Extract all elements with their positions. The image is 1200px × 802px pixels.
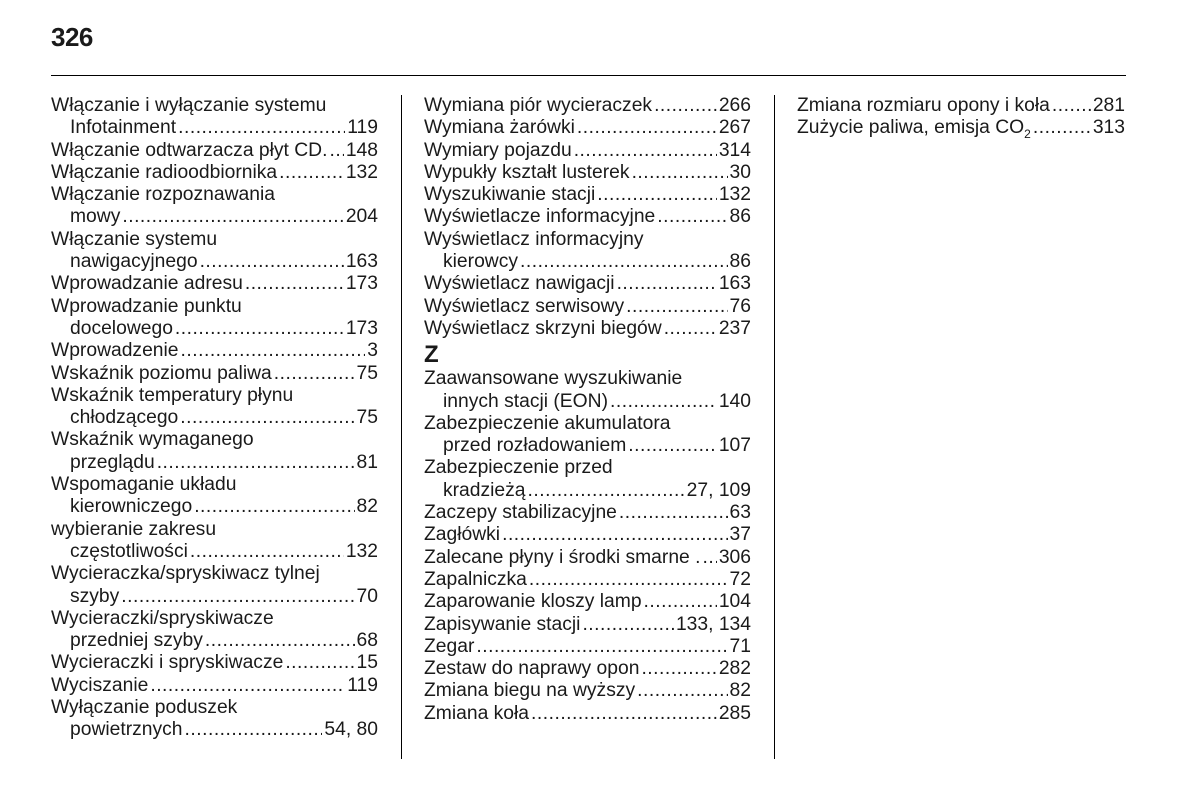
page-ref: 15 (356, 652, 378, 674)
index-entry (424, 680, 751, 702)
index-term: Wyłączanie poduszek (51, 697, 238, 719)
page-ref: 237 (718, 317, 751, 339)
index-entry-line (51, 363, 378, 385)
index-term-text: Zegar (424, 635, 475, 657)
index-entry-lead (424, 229, 751, 251)
index-entry-line (51, 206, 378, 228)
index-term (424, 117, 575, 139)
leader-dots (205, 630, 355, 652)
index-term-text: kierowniczego (70, 496, 193, 518)
index-entry-line (424, 251, 751, 273)
leader-dots (626, 296, 727, 318)
page-ref: 132 (345, 161, 378, 183)
leader-dots (200, 251, 344, 273)
index-term-text: Zużycie paliwa, emisja CO (797, 117, 1025, 139)
index-entry (51, 474, 378, 519)
index-term (424, 591, 642, 613)
page-ref: 54, 80 (324, 719, 378, 741)
index-entry (51, 184, 378, 229)
index-entry (424, 658, 751, 680)
index-term-text: Wprowadzenie (51, 340, 179, 362)
index-entry (51, 95, 378, 140)
index-entry (424, 184, 751, 206)
leader-dots (279, 162, 344, 184)
page-ref: 132 (718, 184, 751, 206)
index-entry-lead (424, 413, 751, 435)
index-term (424, 569, 527, 591)
leader-dots (654, 95, 717, 117)
index-entry (51, 385, 378, 430)
leader-dots (577, 117, 717, 139)
page-ref: 204 (345, 206, 378, 228)
index-term-text: Zestaw do naprawy opon (424, 658, 640, 680)
page-ref: 68 (356, 630, 378, 652)
index-entry-line (51, 586, 378, 608)
index-term: Włączanie rozpoznawania (51, 184, 275, 206)
index-term-text: Wyświetlacze informacyjne (424, 206, 656, 228)
index-term-text: Zaparowanie kloszy lamp (424, 591, 642, 613)
index-entry-line (51, 407, 378, 429)
index-term (424, 162, 630, 184)
index-term (424, 206, 655, 228)
index-entry (51, 273, 378, 295)
index-term (51, 340, 179, 362)
index-term (424, 658, 639, 680)
index-entry-line (51, 452, 378, 474)
index-term-text: Włączanie radioodbiornika (51, 161, 278, 183)
index-entry-line (424, 502, 751, 524)
leader-dots (1033, 117, 1091, 139)
leader-dots (657, 206, 727, 228)
index-entry-line (424, 636, 751, 658)
section-letter: Z (424, 341, 439, 369)
index-entry (424, 457, 751, 502)
index-entry (51, 563, 378, 608)
leader-dots (185, 719, 323, 741)
index-term-text: Zapisywanie stacji (424, 613, 581, 635)
index-term-text: przeglądu (70, 451, 155, 473)
leader-dots (529, 569, 728, 591)
index-entry-line (797, 117, 1125, 142)
index-entry (424, 636, 751, 658)
page-ref: 71 (729, 635, 751, 657)
page-ref: 37 (729, 524, 751, 546)
index-entry (424, 502, 751, 524)
index-entry-line (51, 496, 378, 518)
index-entry-lead (51, 697, 378, 719)
index-term-text: Włączanie odtwarzacza płyt CD. (51, 139, 328, 161)
leader-dots (194, 496, 354, 518)
index-entry (51, 140, 378, 162)
leader-dots (582, 614, 673, 636)
index-term: Zaawansowane wyszukiwanie (424, 368, 683, 390)
page-ref: 75 (356, 407, 378, 429)
index-term-text: powietrznych (70, 719, 183, 741)
index-entry-lead (51, 474, 378, 496)
index-entry-line (424, 658, 751, 680)
index-entry (424, 368, 751, 413)
index-entry-line (51, 652, 378, 674)
page-ref: 163 (345, 251, 378, 273)
leader-dots (157, 452, 355, 474)
index-term (424, 680, 635, 702)
index-term-text: Wymiana żarówki (424, 117, 575, 139)
index-term-text: Infotainment (70, 117, 177, 139)
index-term-text: Wskaźnik poziomu paliwa (51, 362, 272, 384)
index-column-2 (424, 95, 751, 725)
index-entry (51, 697, 378, 742)
index-term (424, 318, 662, 340)
index-entry (51, 652, 378, 674)
page-ref: 72 (729, 568, 751, 590)
index-entry (424, 95, 751, 117)
leader-dots (190, 541, 344, 563)
index-term-text: Zalecane płyny i środki smarne . (424, 546, 701, 568)
index-entry (424, 140, 751, 162)
index-entry-line (424, 524, 751, 546)
index-entry-line (51, 162, 378, 184)
page-ref: 266 (718, 95, 751, 116)
index-entry-lead (51, 608, 378, 630)
index-entry (424, 703, 751, 725)
index-term (424, 184, 595, 206)
leader-dots (619, 502, 728, 524)
index-entry (424, 117, 751, 139)
leader-dots (528, 480, 685, 502)
page-ref: 140 (718, 390, 751, 412)
page-ref: 282 (718, 658, 751, 680)
page-ref: 81 (356, 451, 378, 473)
leader-dots (617, 273, 717, 295)
index-term-text: Zmiana koła (424, 702, 530, 724)
index-term-text: Wyświetlacz serwisowy (424, 295, 625, 317)
index-entry (51, 296, 378, 341)
index-entry-line (424, 480, 751, 502)
index-entry-line (424, 206, 751, 228)
index-term (424, 547, 700, 569)
index-entry-line (51, 541, 378, 563)
leader-dots (476, 636, 727, 658)
index-term (70, 719, 183, 741)
index-term-text: docelowego (70, 317, 173, 339)
leader-dots (329, 140, 343, 162)
page-ref: 30 (729, 161, 751, 183)
leader-dots (574, 140, 717, 162)
page-ref: 104 (718, 591, 751, 613)
page-ref: 3 (367, 340, 378, 362)
column-divider (401, 95, 402, 759)
index-term-text: Wprowadzanie adresu (51, 273, 243, 295)
index-term (70, 251, 198, 273)
index-entry-lead (51, 184, 378, 206)
index-term-text: częstotliwości (70, 540, 188, 562)
index-entry-line (424, 703, 751, 725)
index-term: Wyświetlacz informacyjny (424, 228, 644, 250)
index-entry-line (424, 162, 751, 184)
index-term (70, 206, 120, 228)
index-entry-line (424, 296, 751, 318)
index-term: Wycieraczka/spryskiwacz tylnej (51, 563, 320, 585)
index-entry-line (424, 140, 751, 162)
page-ref: 63 (729, 502, 751, 524)
index-entry (424, 591, 751, 613)
index-term: Wycieraczki/spryskiwacze (51, 607, 274, 629)
index-entry (51, 363, 378, 385)
index-term (443, 251, 518, 273)
header-rule (51, 75, 1126, 76)
index-column-1 (51, 95, 378, 742)
index-entry (424, 296, 751, 318)
index-entry-line (51, 117, 378, 139)
page-ref: 163 (718, 273, 751, 295)
index-term-text: Zapalniczka (424, 568, 527, 590)
leader-dots (628, 435, 717, 457)
leader-dots (597, 184, 717, 206)
index-term-text: Wyciszanie (51, 674, 149, 696)
index-entry (424, 547, 751, 569)
index-term (443, 435, 626, 457)
index-entry-line (424, 184, 751, 206)
index-term: Wskaźnik wymaganego (51, 429, 254, 451)
index-entry-line (424, 273, 751, 295)
index-term-text: Wyświetlacz nawigacji (424, 273, 615, 295)
index-term-text: Wymiana piór wycieraczek (424, 95, 653, 116)
index-term-text: Wyświetlacz skrzyni biegów (424, 317, 662, 339)
index-term (70, 452, 155, 474)
index-entry (424, 614, 751, 636)
leader-dots (1052, 95, 1091, 117)
leader-dots (637, 680, 727, 702)
index-term (51, 675, 148, 697)
page-ref: 86 (729, 251, 751, 273)
index-term (424, 296, 624, 318)
index-term (424, 703, 529, 725)
index-term-text: mowy (70, 206, 121, 228)
index-entry (51, 229, 378, 274)
index-term: Zabezpieczenie przed (424, 457, 613, 479)
index-entry (424, 413, 751, 458)
index-term-text: kierowcy (443, 251, 518, 273)
index-term (70, 407, 178, 429)
index-entry-line (51, 719, 378, 741)
index-term (797, 95, 1050, 117)
index-entry-line (424, 95, 751, 117)
index-term-subscript: 2 (1024, 127, 1031, 142)
index-term (797, 117, 1031, 142)
index-entry-lead (51, 296, 378, 318)
index-entry (51, 340, 378, 362)
leader-dots (122, 206, 343, 228)
index-entry-line (51, 630, 378, 652)
index-entry-line (424, 591, 751, 613)
index-term-text: przed rozładowaniem (443, 435, 627, 457)
index-entry (51, 519, 378, 564)
page-ref: 281 (1092, 95, 1125, 116)
page-ref: 285 (718, 702, 751, 724)
index-term-text: Wypukły kształt lusterek (424, 161, 630, 183)
index-term (443, 391, 608, 413)
index-entry-line (51, 340, 378, 362)
leader-dots (531, 703, 717, 725)
index-entry (797, 95, 1125, 117)
leader-dots (181, 340, 366, 362)
page-ref: 76 (729, 295, 751, 317)
index-entry-line (51, 140, 378, 162)
index-term (70, 117, 176, 139)
page-ref: 314 (718, 139, 751, 161)
page-ref: 107 (718, 435, 751, 457)
index-entry (51, 162, 378, 184)
index-entry (424, 318, 751, 340)
index-entry-lead (424, 368, 751, 390)
index-term (70, 496, 192, 518)
page-ref: 313 (1092, 117, 1125, 139)
page-ref: 75 (356, 362, 378, 384)
index-term-text: szyby (70, 585, 120, 607)
index-term (424, 95, 652, 117)
page-ref: 173 (345, 273, 378, 295)
index-column-3 (797, 95, 1125, 140)
index-entry (797, 117, 1125, 142)
index-term (70, 541, 188, 563)
index-entry-line (51, 318, 378, 340)
index-term-text: innych stacji (EON) (443, 390, 609, 412)
leader-dots (664, 318, 717, 340)
page-ref: 148 (345, 139, 378, 161)
page-ref: 86 (729, 206, 751, 228)
index-entry (424, 524, 751, 546)
index-term: Zabezpieczenie akumulatora (424, 412, 671, 434)
index-term (424, 273, 615, 295)
index-term: Włączanie i wyłączanie systemu (51, 95, 327, 116)
column-divider (774, 95, 775, 759)
leader-dots (285, 652, 354, 674)
leader-dots (644, 591, 717, 613)
index-term-text: Zaczepy stabilizacyjne (424, 502, 617, 524)
index-entry-line (424, 680, 751, 702)
leader-dots (150, 675, 345, 697)
index-entry-line (424, 117, 751, 139)
leader-dots (274, 363, 355, 385)
index-term (51, 140, 327, 162)
index-entry (51, 608, 378, 653)
index-term: Wskaźnik temperatury płynu (51, 384, 294, 406)
page-ref: 82 (356, 496, 378, 518)
page-ref: 267 (718, 117, 751, 139)
index-term: Wprowadzanie punktu (51, 295, 242, 317)
index-entry-line (424, 614, 751, 636)
index-entry-lead (51, 519, 378, 541)
index-entry (424, 229, 751, 274)
leader-dots (520, 251, 728, 273)
index-entry-line (51, 273, 378, 295)
index-entry-lead (51, 385, 378, 407)
leader-dots (180, 407, 354, 429)
index-entry (51, 675, 378, 697)
index-entry-line (424, 569, 751, 591)
index-entry (424, 162, 751, 184)
index-entry-lead (51, 229, 378, 251)
page-number: 326 (51, 22, 93, 52)
index-term-text: chłodzącego (70, 407, 179, 429)
index-term-text: Zagłówki (424, 524, 501, 546)
index-term (51, 652, 283, 674)
index-term (70, 586, 119, 608)
index-term (70, 630, 203, 652)
index-term (424, 524, 500, 546)
leader-dots (175, 318, 344, 340)
index-term (424, 502, 617, 524)
index-entry (424, 273, 751, 295)
index-term (51, 363, 272, 385)
page-ref: 173 (345, 317, 378, 339)
index-entry-line (424, 435, 751, 457)
page-ref: 132 (345, 540, 378, 562)
index-entry (51, 429, 378, 474)
page-ref: 119 (347, 674, 378, 696)
index-entry-lead (51, 429, 378, 451)
index-term (443, 480, 526, 502)
index-term (51, 162, 277, 184)
index-term: Wspomaganie układu (51, 474, 237, 496)
index-entry-line (424, 318, 751, 340)
leader-dots (245, 273, 344, 295)
index-term-text: nawigacyjnego (70, 251, 198, 273)
index-term: wybieranie zakresu (51, 518, 217, 540)
leader-dots (121, 586, 354, 608)
index-term-text: Wyszukiwanie stacji (424, 184, 596, 206)
index-term-text: Wymiary pojazdu (424, 139, 572, 161)
leader-dots (178, 117, 345, 139)
page-ref: 306 (718, 546, 751, 568)
index-term-text: Wycieraczki i spryskiwacze (51, 652, 284, 674)
index-term (51, 273, 243, 295)
index-entry (424, 206, 751, 228)
index-entry-lead (424, 457, 751, 479)
index-term: Włączanie systemu (51, 228, 218, 250)
leader-dots (632, 162, 728, 184)
index-entry-line (51, 675, 378, 697)
leader-dots (641, 658, 716, 680)
page-ref: 82 (729, 680, 751, 702)
index-entry-lead (51, 95, 378, 117)
index-term-text: Zmiana rozmiaru opony i koła (797, 95, 1050, 116)
index-entry-line (797, 95, 1125, 117)
index-term (424, 140, 572, 162)
index-entry-lead (51, 563, 378, 585)
index-entry-line (424, 391, 751, 413)
index-entry-line (51, 251, 378, 273)
leader-dots (610, 391, 717, 413)
page-ref: 119 (347, 117, 378, 139)
index-term (424, 614, 580, 636)
page-ref: 133, 134 (675, 613, 751, 635)
index-term-text: kradzieżą (443, 479, 526, 501)
index-term-text: przedniej szyby (70, 630, 203, 652)
index-entry-line (424, 547, 751, 569)
index-term (424, 636, 474, 658)
index-term (70, 318, 173, 340)
index-term-text: Zmiana biegu na wyższy (424, 680, 636, 702)
index-entry (424, 569, 751, 591)
page-ref: 70 (356, 585, 378, 607)
leader-dots (702, 547, 716, 569)
leader-dots (502, 524, 727, 546)
page-ref: 27, 109 (686, 479, 751, 501)
